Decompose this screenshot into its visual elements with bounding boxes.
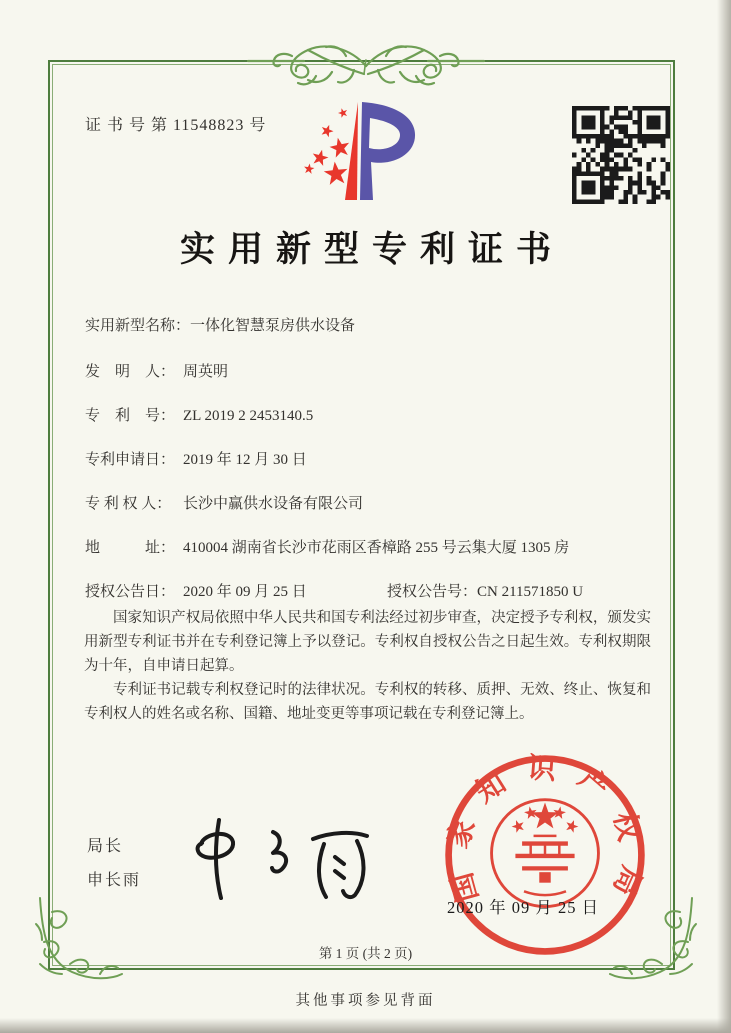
legal-paragraph-2: 专利证书记载专利权登记时的法律状况。专利权的转移、质押、无效、终止、恢复和专利权人的姓名或名称、国籍、地址变更等事项记载在专利登记簿上。 <box>84 682 651 722</box>
field-label: 地 址： <box>85 540 176 556</box>
vine-ornament-top-icon <box>246 32 486 90</box>
field-row-patentee <box>85 492 363 513</box>
field-label: 专 利 权 人： <box>85 496 172 512</box>
cnipa-logo-icon <box>296 96 436 208</box>
commissioner-signature-icon <box>185 808 370 908</box>
scan-edge-bottom <box>0 1018 731 1033</box>
field-value: CN 211571850 U <box>477 584 584 600</box>
field-label: 发 明 人： <box>85 364 176 380</box>
field-label: 专利申请日： <box>85 452 176 468</box>
grant-number-pair <box>387 580 583 601</box>
vine-flourish-bottom-left-icon <box>30 894 126 986</box>
field-value: 一体化智慧泵房供水设备 <box>190 318 356 334</box>
certificate-number: 证 书 号 第 11548823 号 <box>85 117 267 134</box>
certificate-title: 实用新型专利证书 <box>179 230 564 269</box>
field-row-inventor <box>85 360 228 381</box>
field-value: ZL 2019 2 2453140.5 <box>183 408 314 424</box>
field-value: 2019 年 12 月 30 日 <box>183 452 307 468</box>
legal-paragraph-1: 国家知识产权局依照中华人民共和国专利法经过初步审查，决定授予专利权，颁发实用新型专利证书并在专利登记簿上予以登记。专利权自授权公告之日起生效。专利权期限为十年，自申请日起算。 <box>84 610 651 674</box>
field-label: 授权公告日： <box>85 584 176 600</box>
field-row-patent-number <box>85 404 313 425</box>
field-row-address <box>85 536 569 557</box>
field-row-grant <box>85 580 671 601</box>
official-seal-icon <box>440 750 650 960</box>
seal-agency-text: 国家知识产权局 <box>440 752 650 919</box>
field-value: 410004 湖南省长沙市花雨区香樟路 255 号云集大厦 1305 房 <box>183 540 570 556</box>
scan-edge-right <box>717 0 731 1033</box>
legal-text <box>84 606 651 726</box>
field-label: 实用新型名称： <box>85 318 191 334</box>
field-row-utility-model-name <box>85 314 355 335</box>
field-row-application-date <box>85 448 307 469</box>
field-value: 2020 年 09 月 25 日 <box>183 584 307 600</box>
field-label: 授权公告号： <box>387 584 478 600</box>
commissioner-title: 局长 <box>87 838 124 855</box>
commissioner-name: 申长雨 <box>87 872 142 889</box>
page-number: 第 1 页 (共 2 页) <box>318 946 413 961</box>
field-label: 专 利 号： <box>85 408 176 424</box>
qr-code <box>572 106 670 204</box>
field-value: 周英明 <box>183 364 229 380</box>
field-value: 长沙中赢供水设备有限公司 <box>183 496 364 512</box>
seal-date: 2020 年 09 月 25 日 <box>447 898 600 917</box>
back-side-note: 其他事项参见背面 <box>295 993 436 1009</box>
